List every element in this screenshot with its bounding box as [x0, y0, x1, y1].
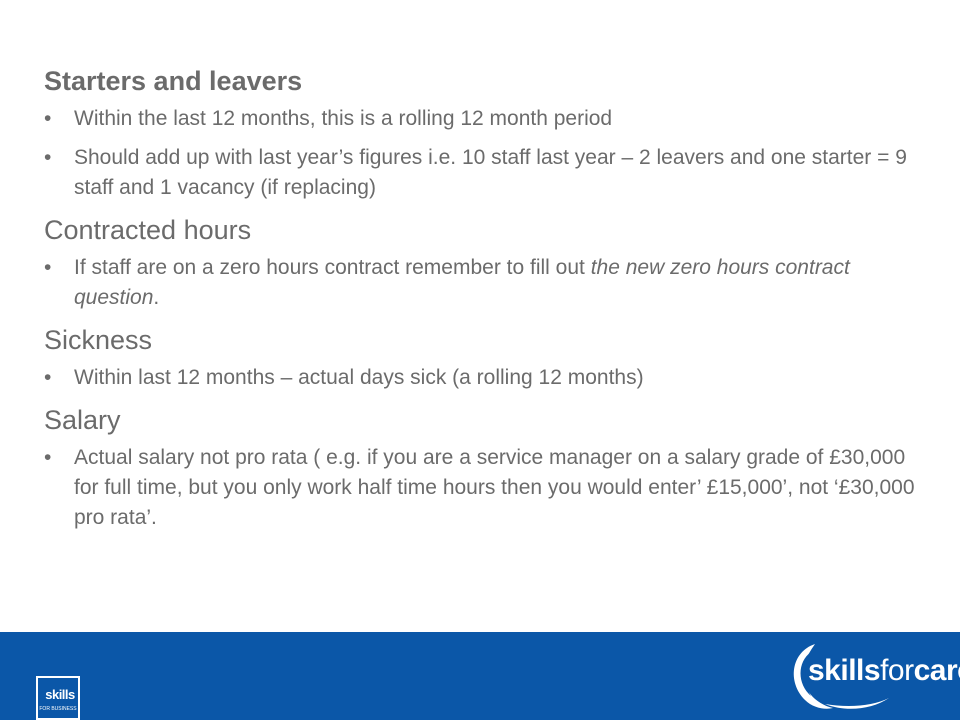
bullet-item: • Should add up with last year’s figures i.e. 10 staff last year – 2 leavers and one starter = 9 staff and 1 vacancy (if replacing)	[44, 143, 924, 203]
heading-sickness: Sickness	[44, 325, 153, 355]
slide-content	[44, 64, 924, 542]
brand-care: care	[913, 654, 973, 687]
bullet-item: • Within last 12 months – actual days sick (a rolling 12 months)	[44, 363, 924, 393]
bullet-list-starters	[44, 104, 924, 203]
skills-logo-word: skills	[45, 687, 75, 702]
bullet-text: If staff are on a zero hours contract remember to fill out	[74, 256, 591, 279]
bullet-list-sickness	[44, 363, 924, 393]
skills-logo-sub: FOR BUSINESS	[39, 706, 77, 712]
bullet-item	[44, 253, 924, 313]
heading-salary: Salary	[44, 405, 121, 435]
brand-skills: skills	[808, 654, 881, 687]
heading-contracted-hours: Contracted hours	[44, 215, 252, 245]
footer-bar	[0, 632, 973, 720]
bullet-list-salary	[44, 443, 924, 533]
skills-for-business-logo	[36, 676, 80, 720]
bullet-item: • Actual salary not pro rata ( e.g. if you are a service manager on a salary grade of £30,000 for full time, but you only work half time hours then you would enter’ £15,000’, not ‘£30,000 pro rata’.	[44, 443, 924, 533]
heading-starters-leavers: Starters and leavers	[44, 66, 303, 96]
brand-for: for	[880, 654, 914, 687]
bullet-list-contracted	[44, 253, 924, 313]
skills-for-care-logo	[808, 654, 973, 688]
bullet-item: • Within the last 12 months, this is a rolling 12 month period	[44, 104, 924, 134]
bullet-text-end: .	[153, 286, 160, 309]
bullet-emphasis: the new zero hours contract question	[74, 256, 850, 309]
